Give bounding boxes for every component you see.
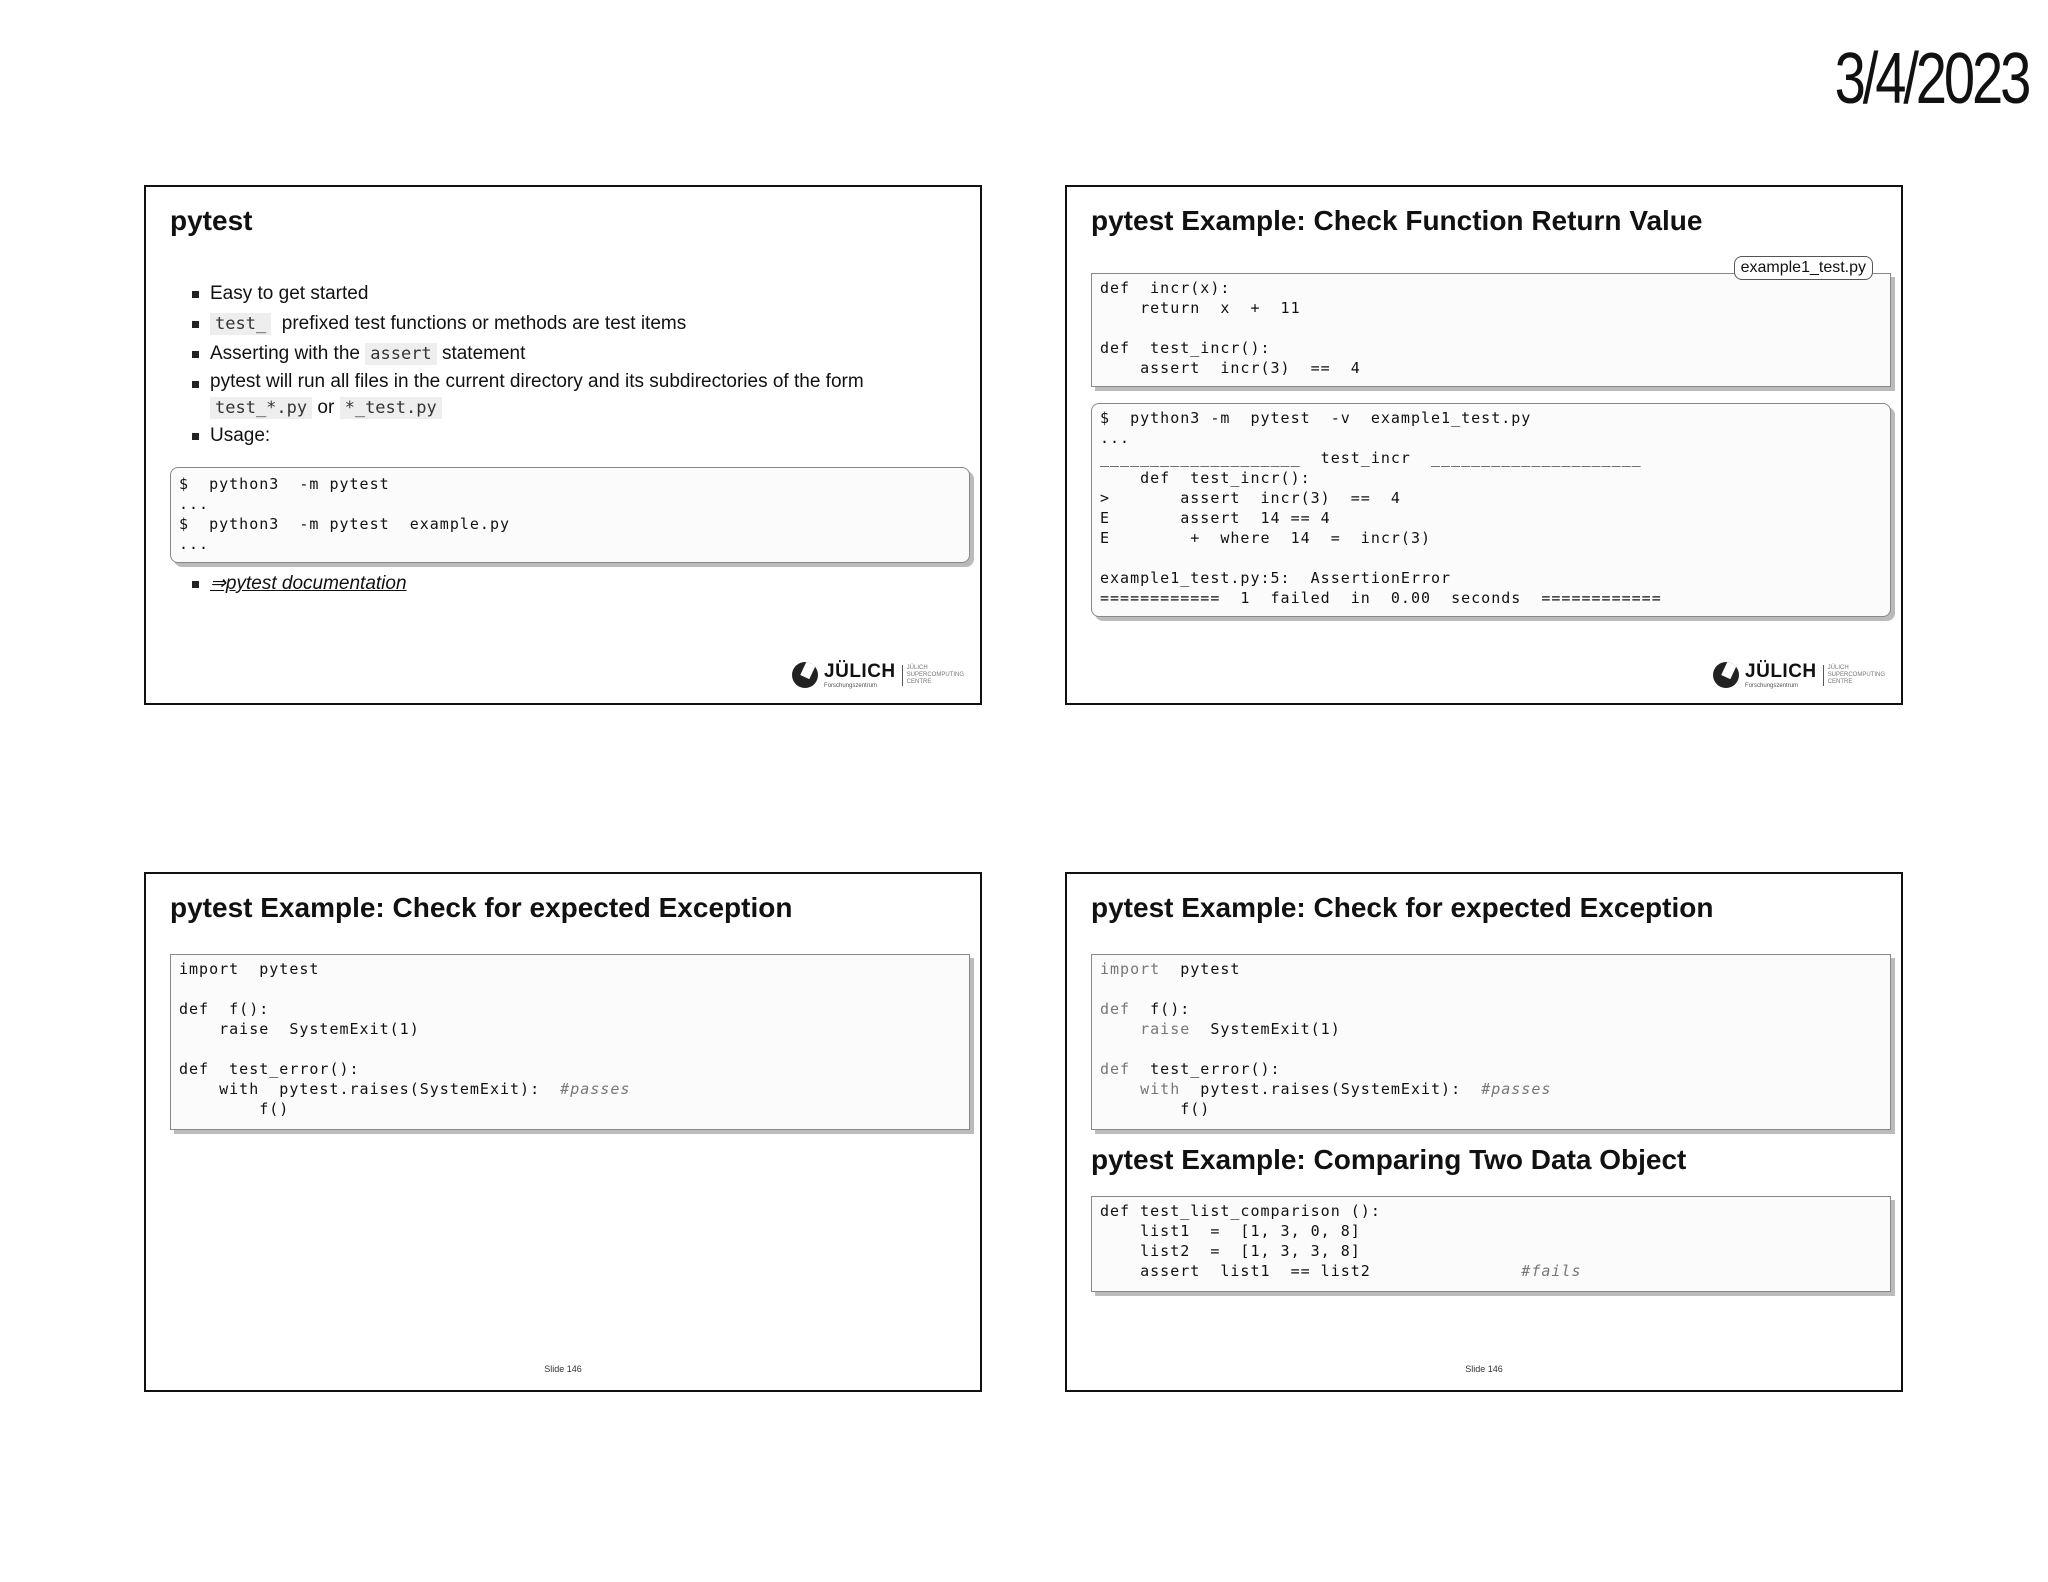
julich-mark-icon — [792, 662, 818, 688]
logo-subtext: Forschungszentrum — [1745, 683, 1799, 689]
julich-mark-icon — [1713, 662, 1739, 688]
bullet-item — [188, 569, 407, 599]
code-line: list2 = [1, 3, 3, 8] — [1100, 1242, 1361, 1260]
logo-text: JÜLICH — [1745, 661, 1817, 682]
code-comment: #passes — [1481, 1080, 1552, 1098]
inline-code: assert — [365, 343, 436, 365]
slide-title: pytest — [170, 205, 253, 236]
code-block — [170, 954, 970, 1130]
code-block — [1091, 1196, 1891, 1292]
code-keyword: with — [1100, 1080, 1181, 1098]
code-block: def incr(x): return x + 11 def test_incr(): assert incr(3) == 4 — [1091, 273, 1891, 387]
code-line: import pytest — [179, 960, 320, 978]
bullet-item — [188, 421, 864, 451]
code-keyword: def — [1100, 1000, 1131, 1018]
inline-code: test_ — [210, 313, 271, 335]
bullet-text: prefixed test functions or methods are test items — [281, 313, 687, 334]
bullet-text: pytest will run all files in the current directory and its subdirectories of the form — [210, 371, 864, 392]
bullet-item — [188, 279, 864, 309]
bullet-item — [188, 339, 864, 369]
slide-subtitle: pytest Example: Comparing Two Data Object — [1091, 1144, 1687, 1175]
logo-text: JÜLICH — [824, 661, 896, 682]
code-line: raise SystemExit(1) — [179, 1020, 420, 1038]
logo-wordmark — [1745, 661, 1817, 689]
code-line: pytest.raises(SystemExit): — [1180, 1080, 1482, 1098]
terminal-output-block: $ python3 -m pytest -v example1_test.py ... ____________________ test_incr _____________________ def test_incr(): > assert incr(3) == 4 E assert 14 == 4 E + where 14 = incr(3) example1_test.py:5: AssertionError ============ 1 failed in 0.00 seconds ============ — [1091, 403, 1891, 617]
code-line: pytest — [1160, 960, 1241, 978]
julich-logo — [1713, 661, 1885, 689]
code-line: f() — [179, 1100, 290, 1118]
slide-title: pytest Example: Check for expected Exception — [1091, 892, 1714, 923]
slide-pytest-intro — [144, 185, 982, 705]
code-keyword: raise — [1100, 1020, 1191, 1038]
bullet-text: Asserting with the — [210, 343, 360, 364]
code-comment: #fails — [1521, 1262, 1582, 1280]
slide-number: Slide 146 — [1465, 1364, 1503, 1374]
code-line: SystemExit(1) — [1190, 1020, 1341, 1038]
slide-title: pytest Example: Check Function Return Value — [1091, 205, 1703, 236]
bullet-list — [188, 569, 407, 599]
code-line: list1 = [1, 3, 0, 8] — [1100, 1222, 1361, 1240]
inline-code: test_*.py — [210, 397, 312, 419]
slide-return-value-example — [1065, 185, 1903, 705]
bullet-text: statement — [441, 343, 526, 364]
usage-code-block: $ python3 -m pytest ... $ python3 -m pytest example.py ... — [170, 467, 970, 563]
code-line: def test_error(): — [179, 1060, 360, 1078]
code-keyword: import — [1100, 960, 1161, 978]
bullet-item — [188, 369, 864, 421]
logo-wordmark — [824, 661, 896, 689]
slide-number: Slide 146 — [544, 1364, 582, 1374]
code-line: test_error(): — [1130, 1060, 1281, 1078]
pytest-documentation-link[interactable]: ⇒pytest documentation — [210, 573, 407, 594]
code-block — [1091, 954, 1891, 1130]
logo-side-text: JÜLICH SUPERCOMPUTING CENTRE — [1823, 665, 1885, 686]
code-line: def test_list_comparison (): — [1100, 1202, 1381, 1220]
slide-exception-and-comparison — [1065, 872, 1903, 1392]
logo-subtext: Forschungszentrum — [824, 683, 878, 689]
slide-title: pytest Example: Check for expected Exception — [170, 892, 793, 923]
bullet-item — [188, 309, 864, 339]
logo-side-text: JÜLICH SUPERCOMPUTING CENTRE — [902, 665, 964, 686]
code-line: f(): — [1130, 1000, 1191, 1018]
julich-logo — [792, 661, 964, 689]
bullet-text: Easy to get started — [210, 283, 369, 304]
code-comment: #passes — [560, 1080, 631, 1098]
code-line: assert list1 == list2 — [1100, 1262, 1522, 1280]
code-line: f() — [1100, 1100, 1211, 1118]
code-line: with pytest.raises(SystemExit): — [179, 1080, 561, 1098]
bullet-text: or — [317, 397, 335, 418]
code-keyword: def — [1100, 1060, 1131, 1078]
bullet-text: Usage: — [210, 425, 271, 446]
date-header: 3/4/2023 — [1834, 39, 2028, 119]
slide-exception-example — [144, 872, 982, 1392]
code-line: def f(): — [179, 1000, 270, 1018]
inline-code: *_test.py — [340, 397, 442, 419]
filename-tag: example1_test.py — [1734, 256, 1873, 280]
bullet-list — [188, 279, 864, 451]
